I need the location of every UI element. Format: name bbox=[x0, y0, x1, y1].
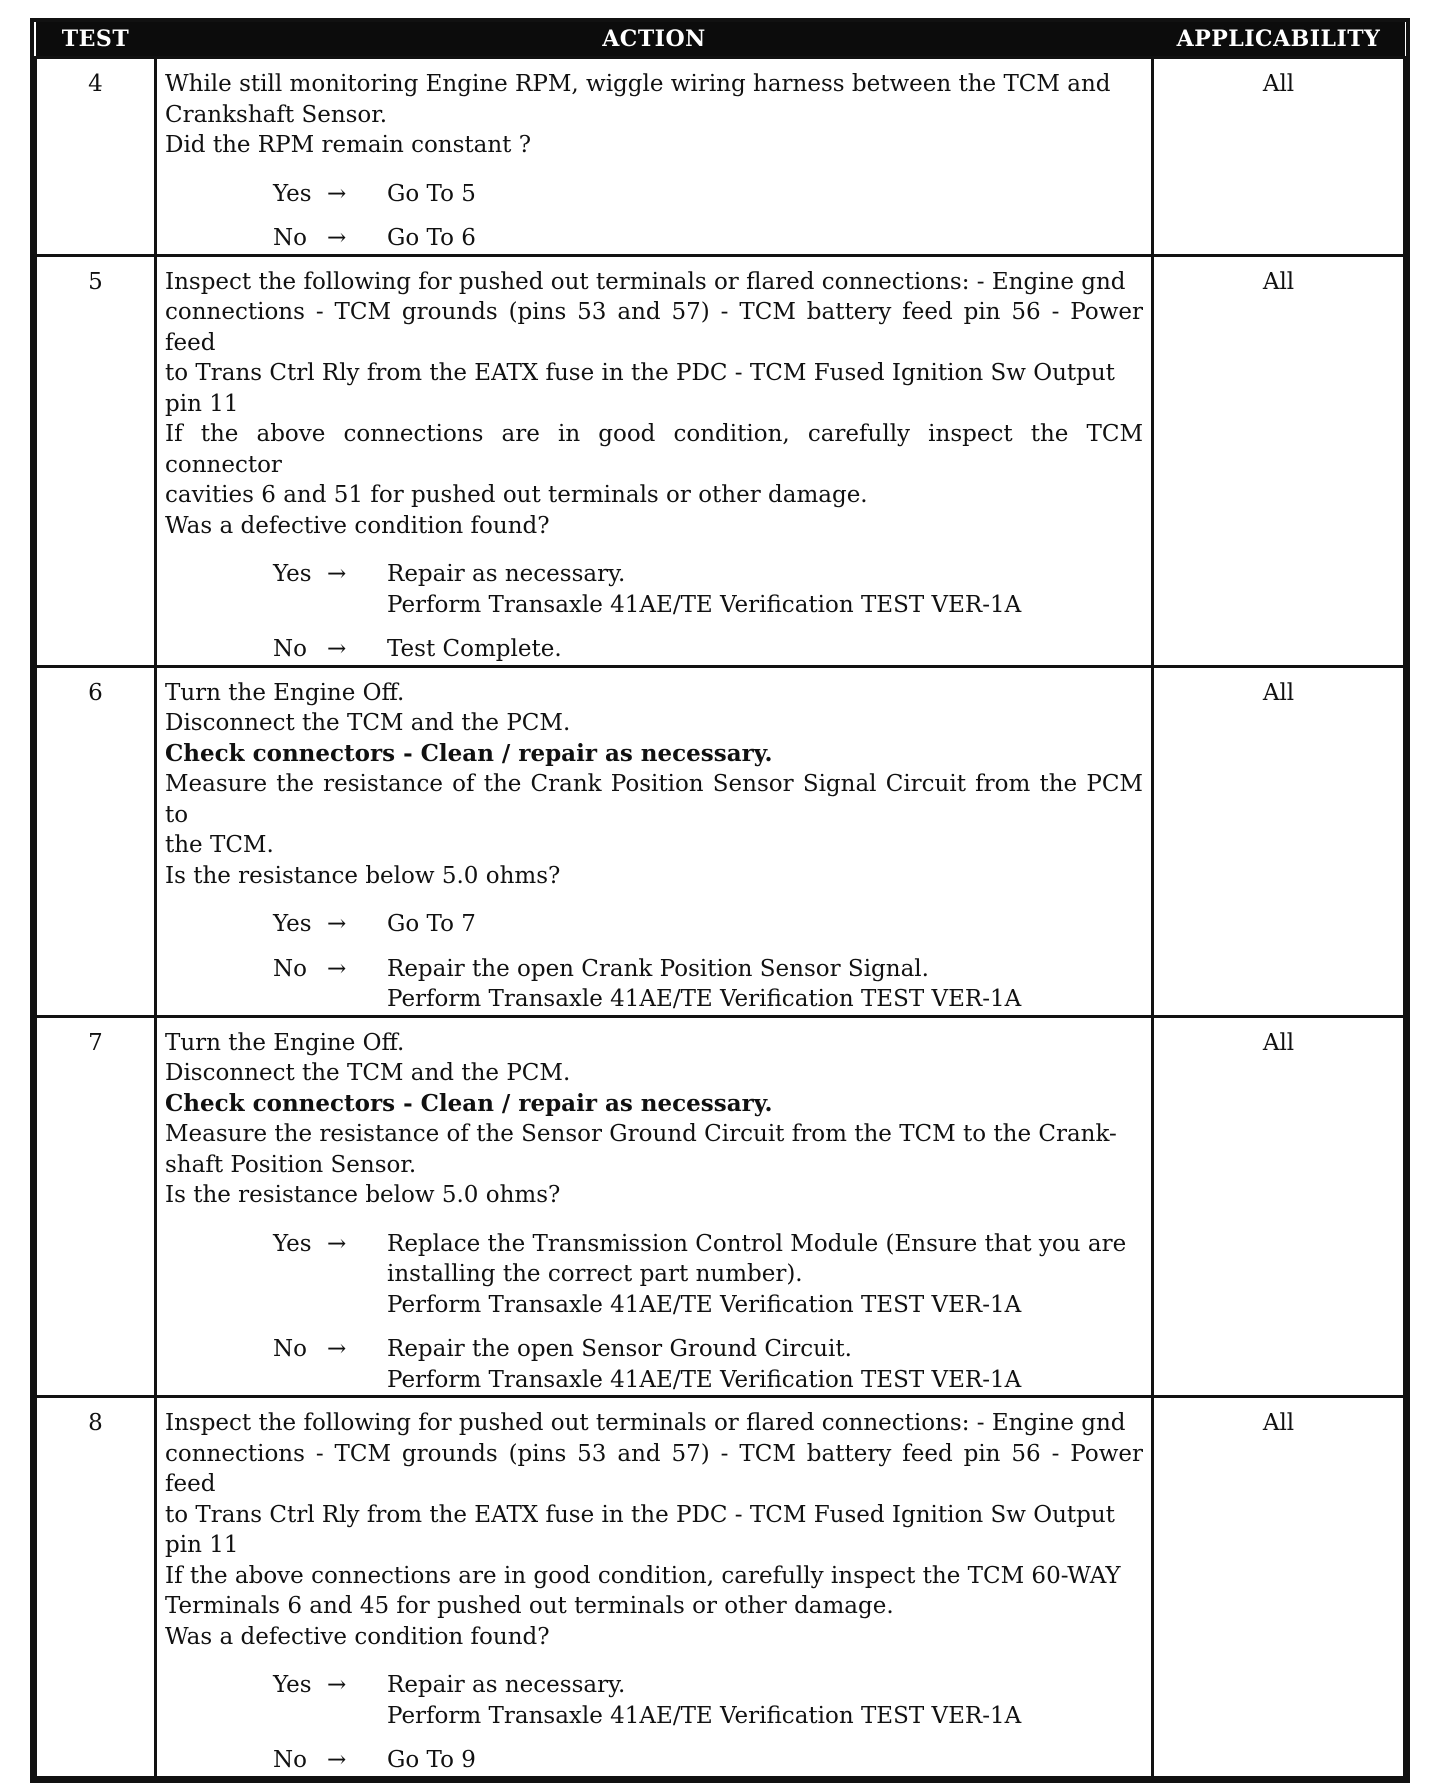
right-arrow-icon: → bbox=[327, 1747, 347, 1773]
action-cell bbox=[156, 1016, 1153, 1397]
action-line: cavities 6 and 51 for pushed out terminals or other damage. bbox=[165, 482, 868, 508]
action-line: Terminals 6 and 45 for pushed out terminals or other damage. bbox=[165, 1593, 894, 1619]
table-row-test-4 bbox=[36, 58, 1405, 256]
applicability-value: All bbox=[1153, 666, 1405, 1016]
yes-branch bbox=[273, 1229, 1143, 1321]
test-table bbox=[34, 22, 1406, 1779]
test-number: 5 bbox=[36, 255, 156, 666]
yes-result: Repair as necessary. bbox=[387, 561, 626, 587]
no-result: Go To 9 bbox=[387, 1747, 476, 1773]
no-result: Go To 6 bbox=[387, 225, 476, 251]
action-cell bbox=[156, 666, 1153, 1016]
yes-branch bbox=[273, 559, 1143, 620]
yes-result: Perform Transaxle 41AE/TE Verification TEST VER-1A bbox=[387, 591, 1022, 618]
right-arrow-icon: → bbox=[327, 955, 347, 982]
action-line: Inspect the following for pushed out terminals or flared connections: - Engine gnd bbox=[165, 268, 1126, 295]
check-connectors-note: Check connectors - Clean / repair as necessary. bbox=[165, 1089, 773, 1117]
yes-branch bbox=[273, 909, 1143, 940]
no-result: Repair the open Sensor Ground Circuit. bbox=[387, 1336, 852, 1362]
no-branch bbox=[273, 223, 1143, 254]
yes-label: Yes bbox=[273, 1230, 312, 1257]
action-line: If the above connections are in good condition, carefully inspect the TCM connector bbox=[165, 421, 1143, 478]
action-line: to Trans Ctrl Rly from the EATX fuse in the PDC - TCM Fused Ignition Sw Output bbox=[165, 1501, 1115, 1528]
table-row-test-8 bbox=[36, 1397, 1405, 1778]
yes-result: Perform Transaxle 41AE/TE Verification TEST VER-1A bbox=[387, 1702, 1022, 1729]
diagnostic-procedure-table bbox=[30, 18, 1410, 1783]
right-arrow-icon: → bbox=[327, 561, 347, 587]
no-result: Test Complete. bbox=[387, 636, 562, 662]
action-question: Is the resistance below 5.0 ohms? bbox=[165, 1182, 561, 1208]
no-branch bbox=[273, 1745, 1143, 1776]
no-branch bbox=[273, 1334, 1143, 1395]
table-row-test-5 bbox=[36, 255, 1405, 666]
right-arrow-icon: → bbox=[327, 225, 347, 251]
action-line: the TCM. bbox=[165, 832, 274, 858]
yes-label: Yes bbox=[273, 180, 312, 207]
yes-result: installing the correct part number). bbox=[387, 1261, 803, 1287]
action-question: Was a defective condition found? bbox=[165, 512, 550, 539]
action-line: shaft Position Sensor. bbox=[165, 1151, 417, 1178]
test-number: 7 bbox=[36, 1016, 156, 1397]
no-label: No bbox=[273, 225, 307, 251]
right-arrow-icon: → bbox=[327, 1672, 347, 1698]
yes-result: Replace the Transmission Control Module (Ensure that you are bbox=[387, 1230, 1127, 1257]
action-line: Disconnect the TCM and the PCM. bbox=[165, 710, 571, 736]
action-question: Was a defective condition found? bbox=[165, 1623, 550, 1650]
test-number: 4 bbox=[36, 58, 156, 256]
no-label: No bbox=[273, 636, 307, 662]
action-question: Is the resistance below 5.0 ohms? bbox=[165, 862, 561, 889]
header-test: TEST bbox=[36, 22, 156, 58]
action-line: Inspect the following for pushed out terminals or flared connections: - Engine gnd bbox=[165, 1410, 1126, 1436]
action-line: Measure the resistance of the Sensor Ground Circuit from the TCM to the Crank- bbox=[165, 1121, 1117, 1147]
yes-result: Go To 7 bbox=[387, 911, 476, 937]
check-connectors-note: Check connectors - Clean / repair as necessary. bbox=[165, 739, 773, 767]
right-arrow-icon: → bbox=[327, 180, 347, 207]
action-line: Crankshaft Sensor. bbox=[165, 101, 388, 128]
right-arrow-icon: → bbox=[327, 1230, 347, 1257]
table-row-test-7 bbox=[36, 1016, 1405, 1397]
action-line: pin 11 bbox=[165, 390, 239, 417]
no-branch bbox=[273, 954, 1143, 1015]
action-line: connections - TCM grounds (pins 53 and 57) - TCM battery feed pin 56 - Power feed bbox=[165, 299, 1143, 356]
no-label: No bbox=[273, 1747, 307, 1773]
yes-result: Repair as necessary. bbox=[387, 1672, 626, 1698]
action-line: to Trans Ctrl Rly from the EATX fuse in the PDC - TCM Fused Ignition Sw Output bbox=[165, 360, 1115, 386]
action-line: While still monitoring Engine RPM, wiggle wiring harness between the TCM and bbox=[165, 71, 1111, 97]
yes-result: Perform Transaxle 41AE/TE Verification TEST VER-1A bbox=[387, 1291, 1022, 1318]
no-result: Perform Transaxle 41AE/TE Verification TEST VER-1A bbox=[387, 986, 1022, 1012]
action-line: Turn the Engine Off. bbox=[165, 679, 405, 706]
applicability-value: All bbox=[1153, 255, 1405, 666]
action-line: If the above connections are in good condition, carefully inspect the TCM 60-WAY bbox=[165, 1562, 1121, 1589]
action-line: Measure the resistance of the Crank Position Sensor Signal Circuit from the PCM to bbox=[165, 771, 1143, 828]
right-arrow-icon: → bbox=[327, 1336, 347, 1362]
right-arrow-icon: → bbox=[327, 911, 347, 937]
applicability-value: All bbox=[1153, 58, 1405, 256]
action-line: connections - TCM grounds (pins 53 and 57) - TCM battery feed pin 56 - Power feed bbox=[165, 1440, 1143, 1497]
no-result: Perform Transaxle 41AE/TE Verification TEST VER-1A bbox=[387, 1366, 1022, 1393]
yes-result: Go To 5 bbox=[387, 180, 476, 207]
action-cell bbox=[156, 255, 1153, 666]
yes-branch bbox=[273, 179, 1143, 210]
yes-label: Yes bbox=[273, 561, 312, 587]
no-branch bbox=[273, 634, 1143, 665]
action-line: pin 11 bbox=[165, 1532, 239, 1558]
action-line: Turn the Engine Off. bbox=[165, 1029, 405, 1056]
right-arrow-icon: → bbox=[327, 636, 347, 662]
table-row-test-6 bbox=[36, 666, 1405, 1016]
header-row bbox=[36, 22, 1405, 58]
applicability-value: All bbox=[1153, 1397, 1405, 1778]
yes-branch bbox=[273, 1670, 1143, 1731]
yes-label: Yes bbox=[273, 1672, 312, 1698]
no-result: Repair the open Crank Position Sensor Signal. bbox=[387, 955, 929, 982]
applicability-value: All bbox=[1153, 1016, 1405, 1397]
action-cell bbox=[156, 58, 1153, 256]
yes-label: Yes bbox=[273, 911, 312, 937]
action-cell bbox=[156, 1397, 1153, 1778]
no-label: No bbox=[273, 955, 307, 982]
action-line: Disconnect the TCM and the PCM. bbox=[165, 1060, 571, 1086]
no-label: No bbox=[273, 1336, 307, 1362]
header-action: ACTION bbox=[156, 22, 1153, 58]
header-applicability: APPLICABILITY bbox=[1153, 22, 1405, 58]
test-number: 8 bbox=[36, 1397, 156, 1778]
test-number: 6 bbox=[36, 666, 156, 1016]
action-question: Did the RPM remain constant ? bbox=[165, 132, 532, 158]
